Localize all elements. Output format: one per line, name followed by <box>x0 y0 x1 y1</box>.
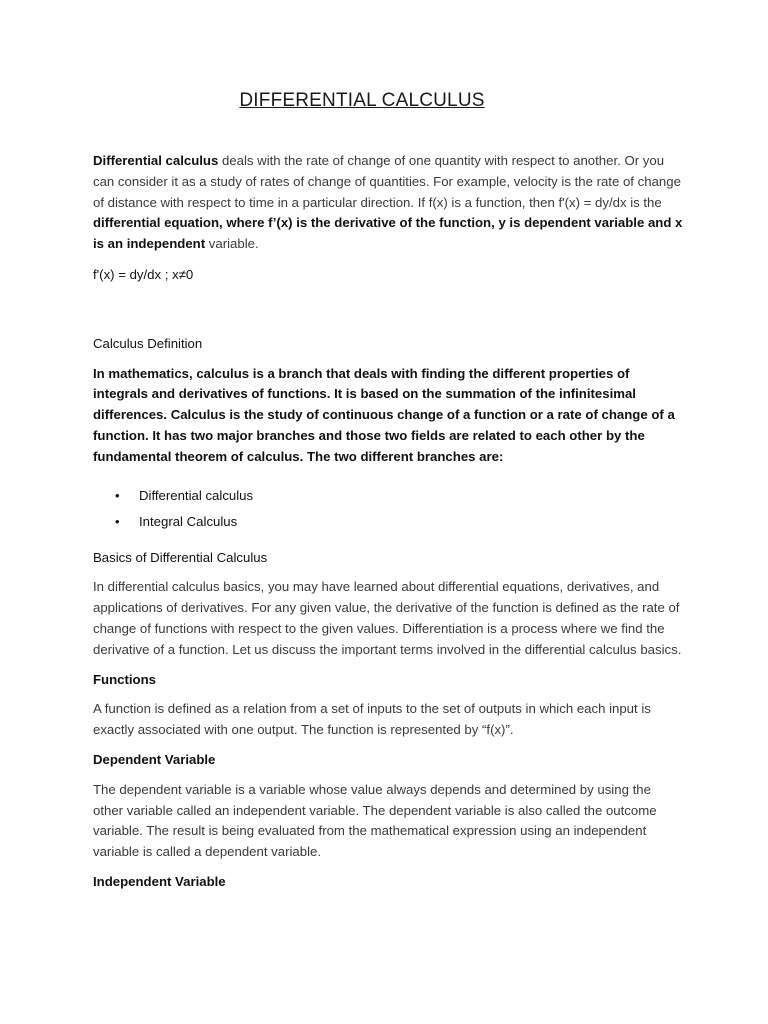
dependent-paragraph: The dependent variable is a variable whose value always depends and determined by using the other variable called an independent variable. The dependent variable is also called the outcome variable. The result is being evaluated from the mathematical expression using an independent variable is called a dependent variable. <box>93 781 657 860</box>
list-item <box>93 486 683 506</box>
list-item <box>93 512 683 532</box>
intro-text-3: variable. <box>205 236 259 252</box>
intro-text-2: differential equation, where f’(x) is the derivative of the function, y is dependent variable and x is an independent <box>93 215 683 252</box>
branches-list <box>93 486 683 532</box>
list-item-label: Integral Calculus <box>139 513 238 529</box>
dependent-heading-text: Dependent Variable <box>93 751 216 767</box>
calc-def-body-2: fundamental theorem of calculus. The two different branches are: <box>93 448 504 464</box>
dependent-heading <box>93 750 683 771</box>
independent-heading <box>93 872 683 893</box>
functions-paragraph: A function is defined as a relation from a set of inputs to the set of outputs in which each input is exactly associated with one output. The function is represented by “f(x)”. <box>93 701 651 738</box>
intro-lead: Differential calculus <box>93 153 219 168</box>
intro-paragraph <box>93 151 683 255</box>
document-body <box>93 151 683 893</box>
independent-heading-text: Independent Variable <box>93 873 226 889</box>
calc-def-paragraph <box>93 364 683 468</box>
formula: f'(x) = dy/dx ; x≠0 <box>93 266 194 282</box>
bullet-icon: • <box>115 513 120 529</box>
basics-paragraph: In differential calculus basics, you may have learned about differential equations, derivatives, and applications of derivatives. For any given value, the derivative of the function is defined as the rate of change of functions with respect to the given values. Differentiation is a process where we find the derivative of a function. Let us discuss the important terms involved in the differential calculus basics. <box>93 579 682 657</box>
functions-heading <box>93 670 683 691</box>
list-item-label: Differential calculus <box>139 487 254 503</box>
calc-def-body-1: In mathematics, calculus is a branch that deals with finding the different properties of integrals and derivatives of functions. It is based on the summation of the infinitesimal differences. Calculus is the study of continuous change of a function or a rate of change of a function. It has two major branches and those two fields are related to each other by the <box>93 365 675 443</box>
page-title: DIFFERENTIAL CALCULUS <box>239 90 485 111</box>
bullet-icon: • <box>115 487 120 503</box>
functions-heading-text: Functions <box>93 671 157 687</box>
basics-heading: Basics of Differential Calculus <box>93 549 268 565</box>
intro-text-1: deals with the rate of change of one quantity with respect to another. Or you can consider it as a study of rates of change of quantities. For example, velocity is the rate of change of distance with respect to time in a particular direction. If f(x) is a function, then f'(x) = dy/dx is the <box>93 153 681 210</box>
calc-def-heading: Calculus Definition <box>93 335 203 351</box>
